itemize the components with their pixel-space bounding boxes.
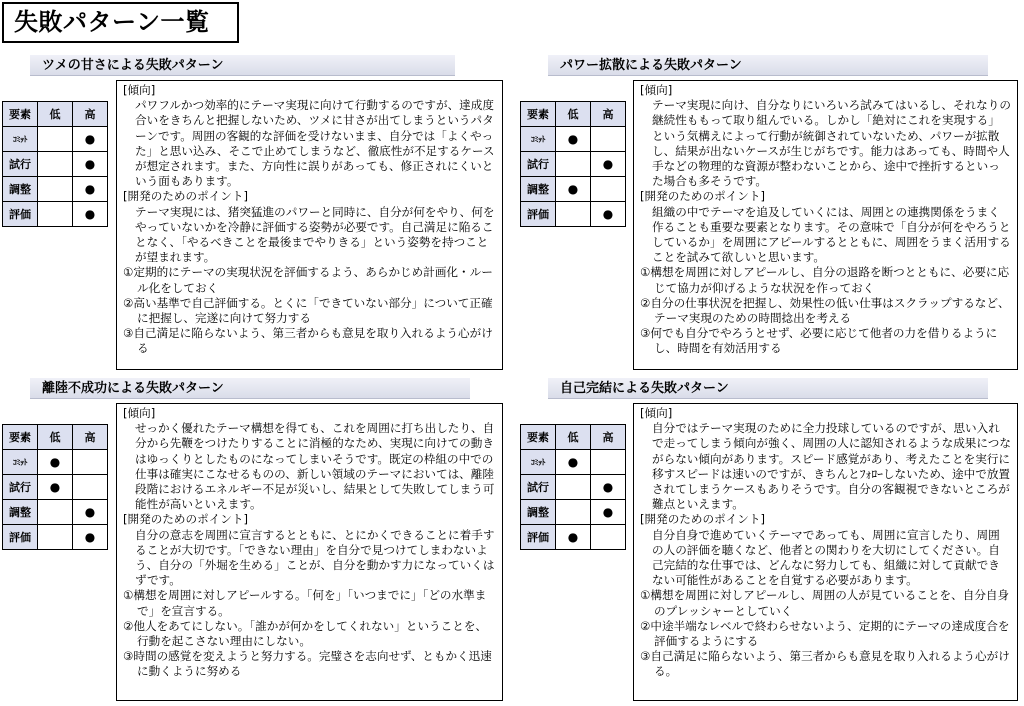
rating-header-row	[521, 102, 626, 127]
point-item: ②中途半端なレベルで終わらせないよう、定期的にテーマの達成度合を評価するようにする	[640, 618, 1010, 649]
rating-table	[520, 424, 626, 550]
tendency-heading: [傾向]	[640, 83, 673, 97]
high-mark: ●	[73, 500, 108, 525]
low-mark	[556, 152, 591, 177]
low-mark	[38, 177, 73, 202]
rating-row	[521, 450, 626, 475]
high-mark: ●	[591, 152, 626, 177]
row-label: ｺﾐｯﾄ	[521, 450, 556, 475]
tendency-heading: [傾向]	[123, 83, 156, 97]
low-mark	[38, 152, 73, 177]
header-low: 低	[38, 102, 73, 127]
points-heading: [開発のためのポイント]	[640, 189, 765, 204]
header-high: 高	[591, 425, 626, 450]
row-label: 試行	[3, 152, 38, 177]
low-mark	[38, 500, 73, 525]
point-item: ③時間の感覚を変えようと努力する。完璧さを志向せず、ともかく迅速に動くように努める	[123, 649, 492, 679]
page-title: 失敗パターン一覧	[2, 2, 239, 43]
row-label: 調整	[521, 500, 556, 525]
rating-header-row	[3, 425, 108, 450]
high-mark	[591, 450, 626, 475]
tendency-heading: [傾向]	[640, 406, 673, 420]
rating-table	[2, 101, 108, 227]
header-high: 高	[73, 425, 108, 450]
high-mark	[73, 450, 108, 475]
panel-title: パワー拡散による失敗パターン	[548, 55, 988, 76]
row-label: 試行	[3, 475, 38, 500]
point-item: ③自己満足に陥らないよう、第三者からも意見を取り入れるよう心がける。	[640, 649, 1010, 679]
low-mark: ●	[38, 475, 73, 500]
rating-table	[2, 424, 108, 550]
row-label: 評価	[521, 202, 556, 227]
point-item: ②他人をあてにしない。「誰かが何かをしてくれない」ということを、行動を起こさない理由にしない。	[123, 618, 488, 649]
point-item: ③何でも自分でやろうとせず、必要に応じて他者の力を借りるようにし、時間を有効活用する	[640, 326, 998, 356]
row-label: 調整	[3, 500, 38, 525]
row-label: ｺﾐｯﾄ	[3, 127, 38, 152]
header-element: 要素	[3, 102, 38, 127]
high-mark	[73, 475, 108, 500]
point-item: ①構想を周囲に対しアピールする。「何を」「いつまでに」「どの水準まで」を宣言する。	[123, 588, 487, 618]
row-label: ｺﾐｯﾄ	[521, 127, 556, 152]
row-label: 評価	[521, 525, 556, 550]
points-heading: [開発のためのポイント]	[640, 512, 765, 527]
description-box	[633, 80, 1018, 370]
rating-row	[3, 177, 108, 202]
low-mark	[556, 202, 591, 227]
low-mark	[38, 127, 73, 152]
description-box	[116, 80, 503, 370]
points-intro: テーマ実現には、猪突猛進のパワーと同時に、自分が何をやり、何をやっていないかを冷静に評価する姿勢が必要です。自己満足に陥ることなく、「やるべきことを最後までやりきる」という姿勢を持つことが望まれます。	[135, 204, 495, 265]
rating-row	[521, 127, 626, 152]
high-mark: ●	[73, 202, 108, 227]
header-element: 要素	[521, 102, 556, 127]
low-mark	[38, 202, 73, 227]
description-box	[633, 403, 1018, 701]
low-mark: ●	[556, 525, 591, 550]
row-label: 評価	[3, 525, 38, 550]
points-intro: 自分の意志を周囲に宣言するとともに、とにかくできることに着手することが大切です。「できない理由」を自分で見つけてしまわないよう、自分の「外堀を生める」ことが、自分を動かす力になっていくはずです。	[135, 527, 495, 588]
low-mark: ●	[38, 450, 73, 475]
point-item: ③自己満足に陥らないよう、第三者からも意見を取り入れるよう心がける	[123, 326, 493, 356]
point-item: ②高い基準で自己評価する。とくに「できていない部分」について正確に把握し、完遂に向けて努力する	[123, 295, 493, 326]
rating-header-row	[521, 425, 626, 450]
rating-row	[3, 525, 108, 550]
tendency-text: 自分ではテーマ実現のために全力投球しているのですが、思い入れで走ってしまう傾向が強く、周囲の人に認知されるような成果につながらない傾向があります。スピード感覚があり、考えたことを実行に移すスピードは速いのですが、きちんとﾌｫﾛｰしないため、途中で放置されてしまうケースもありそうです。自分の客観視できないところが難点といえます。	[652, 421, 1011, 512]
header-element: 要素	[521, 425, 556, 450]
high-mark	[591, 177, 626, 202]
row-label: ｺﾐｯﾄ	[3, 450, 38, 475]
rating-row	[3, 500, 108, 525]
high-mark: ●	[73, 177, 108, 202]
high-mark	[591, 127, 626, 152]
rating-row	[521, 475, 626, 500]
point-item: ②自分の仕事状況を把握し、効果性の低い仕事はスクラップするなど、テーマ実現のための時間捻出を考える	[640, 295, 1010, 326]
low-mark	[556, 500, 591, 525]
low-mark	[38, 525, 73, 550]
low-mark: ●	[556, 177, 591, 202]
high-mark: ●	[591, 475, 626, 500]
points-intro: 自分自身で進めていくテーマであっても、周囲に宣言したり、周囲の人の評価を聴くなど、他者との関わりを大切にしてください。自己完結的な仕事では、どんなに努力しても、組織に対して貢献できない可能性があることを自覚する必要があります。	[652, 527, 1000, 588]
row-label: 調整	[3, 177, 38, 202]
header-element: 要素	[3, 425, 38, 450]
point-item: ①構想を周囲に対しアピールし、周囲の人が見ていることを、自分自身のプレッシャーとしていく	[640, 588, 1010, 618]
header-high: 高	[591, 102, 626, 127]
row-label: 試行	[521, 475, 556, 500]
tendency-heading: [傾向]	[123, 406, 156, 420]
rating-row	[3, 202, 108, 227]
low-mark	[556, 475, 591, 500]
rating-row	[521, 500, 626, 525]
rating-row	[3, 127, 108, 152]
low-mark: ●	[556, 450, 591, 475]
points-heading: [開発のためのポイント]	[123, 512, 248, 527]
rating-row	[3, 475, 108, 500]
rating-row	[3, 450, 108, 475]
high-mark	[591, 525, 626, 550]
rating-row	[521, 202, 626, 227]
row-label: 試行	[521, 152, 556, 177]
row-label: 調整	[521, 177, 556, 202]
tendency-text: テーマ実現に向け、自分なりにいろいろ試みてはいるし、それなりの継続性ももって取り組んでいる。しかし「絶対にこれを実現する」という気構えによって行動が統御されていないため、パワーが拡散し、結果が出ないケースが生じがちです。能力はあっても、時間や人手などの物理的な資源が整わないことから、途中で挫折するといった場合も多そうです。	[652, 98, 1011, 189]
tendency-text: パワフルかつ効率的にテーマ実現に向けて行動するのですが、達成度合いをきちんと把握しないため、ツメに甘さが出てしまうというパターンです。周囲の客観的な評価を受けないまま、自分では「よくやった」と思い込み、そこで止めてしまうなど、徹底性が不足するケースが想定されます。また、方向性に誤りがあっても、修正されにくいという面もあります。	[135, 98, 495, 189]
rating-row	[3, 152, 108, 177]
points-heading: [開発のためのポイント]	[123, 189, 248, 204]
rating-header-row	[3, 102, 108, 127]
high-mark: ●	[73, 525, 108, 550]
header-low: 低	[38, 425, 73, 450]
rating-row	[521, 152, 626, 177]
header-low: 低	[556, 425, 591, 450]
rating-table	[520, 101, 626, 227]
point-item: ①構想を周囲に対しアピールし、自分の退路を断つとともに、必要に応じて協力が仰げるような状況を作っておく	[640, 265, 1010, 295]
high-mark: ●	[591, 202, 626, 227]
panel-title: 離陸不成功による失敗パターン	[30, 378, 470, 399]
description-box	[116, 403, 503, 701]
low-mark: ●	[556, 127, 591, 152]
panel-title: 自己完結による失敗パターン	[548, 378, 988, 399]
rating-row	[521, 525, 626, 550]
row-label: 評価	[3, 202, 38, 227]
panel-title: ツメの甘さによる失敗パターン	[30, 55, 455, 76]
tendency-text: せっかく優れたテーマ構想を得ても、これを周囲に打ち出したり、自分から先鞭をつけたりすることに消極的なため、実現に向けての動きはゆっくりとしたものになってしまいそうです。既定の枠組の中での仕事は確実にこなせるものの、新しい領域のテーマにおいては、離陸段階におけるエネルギー不足が災いし、結果として失敗してしまう可能性が高いといえます。	[135, 421, 495, 512]
high-mark: ●	[73, 127, 108, 152]
header-high: 高	[73, 102, 108, 127]
point-item: ①定期的にテーマの実現状況を評価するよう、あらかじめ計画化・ルール化をしておく	[123, 265, 493, 295]
rating-row	[521, 177, 626, 202]
points-intro: 組織の中でテーマを追及していくには、周囲との連携関係をうまく作ることも重要な要素となります。その意味で「自分が何をやろうとしているか」を周囲にアピールするとともに、周囲をうまく活用することを試みて欲しいと思います。	[652, 204, 1011, 265]
high-mark: ●	[591, 500, 626, 525]
high-mark: ●	[73, 152, 108, 177]
header-low: 低	[556, 102, 591, 127]
